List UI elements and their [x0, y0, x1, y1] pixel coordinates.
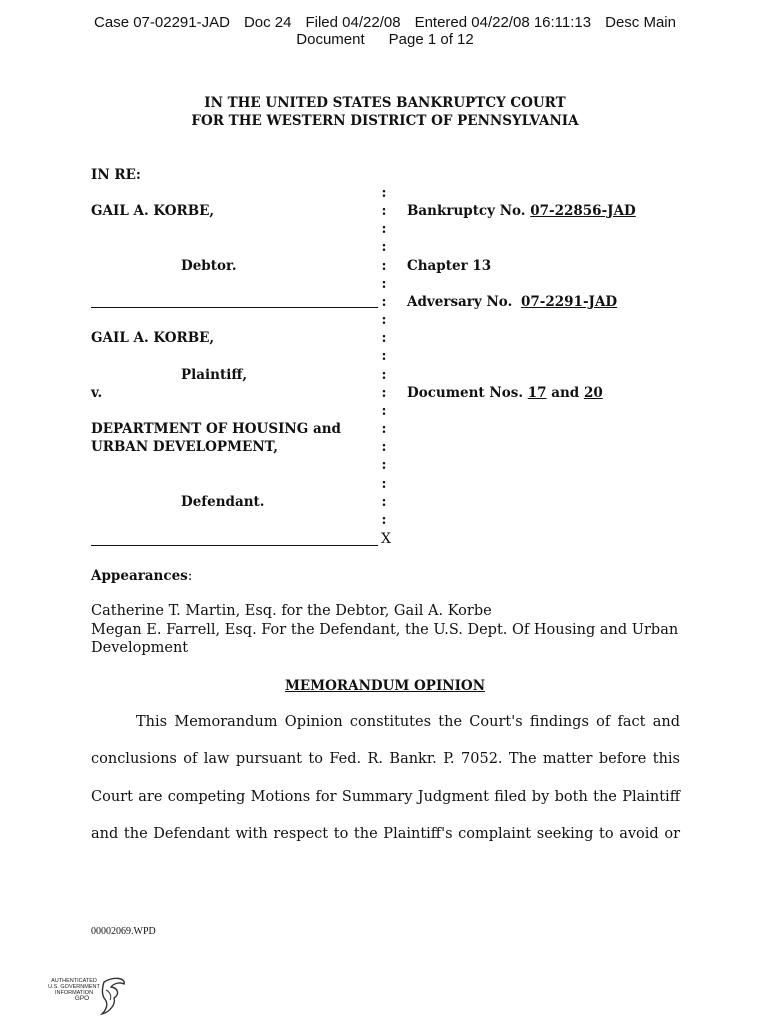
caption-colon: : [381, 258, 387, 274]
bankruptcy-number [407, 203, 636, 219]
doc-number: Doc 24 [243, 14, 292, 31]
caption-colon: : [381, 203, 387, 219]
bankruptcy-number-value: 07-22856-JAD [530, 203, 636, 219]
court-title-line1: IN THE UNITED STATES BANKRUPTCY COURT [204, 95, 566, 111]
gpo-logo-line: U.S. GOVERNMENT [48, 984, 100, 990]
gpo-logo-line: INFORMATION [54, 990, 94, 996]
debtor-label: Debtor. [181, 258, 237, 274]
file-reference: 00002069.WPD [91, 926, 156, 937]
caption-colon: : [381, 239, 387, 255]
filed-date: Filed 04/22/08 [305, 14, 401, 31]
chapter-label: Chapter 13 [407, 258, 492, 274]
caption-colon: : [381, 439, 387, 455]
appearance-defendant: Megan E. Farrell, Esq. For the Defendant, the U.S. Dept. Of Housing and Urban [91, 622, 679, 638]
caption-colon: : [381, 221, 387, 237]
document-number-b: 20 [583, 385, 603, 401]
adversary-number [407, 294, 617, 310]
caption-divider-2 [91, 545, 378, 546]
desc-main: Desc Main [605, 14, 676, 31]
court-title [0, 94, 770, 130]
appearances-heading [91, 568, 192, 584]
bankruptcy-label: Bankruptcy No. [407, 203, 526, 219]
gpo-logo-text [44, 978, 104, 1002]
document-and: and [551, 385, 580, 401]
defendant-label: Defendant. [181, 494, 265, 510]
opinion-line: conclusions of law pursuant to Fed. R. Bankr. P. 7052. The matter before this [91, 751, 680, 767]
case-number: Case 07-02291-JAD [94, 14, 230, 31]
caption-colon: : [381, 312, 387, 328]
opinion-line: Court are competing Motions for Summary Judgment filed by both the Plaintiff [91, 789, 680, 805]
caption-x-mark: X [381, 531, 391, 547]
in-re-label: IN RE: [91, 167, 141, 183]
caption-colon: : [381, 421, 387, 437]
defendant-name-line1: DEPARTMENT OF HOUSING and [91, 421, 341, 437]
document-number-a: 17 [527, 385, 547, 401]
court-title-line2: FOR THE WESTERN DISTRICT OF PENNSYLVANIA [191, 113, 579, 129]
adversary-label: Adversary No. [407, 294, 513, 310]
gpo-authentication-logo [44, 974, 130, 1018]
caption-colon: : [381, 330, 387, 346]
gpo-logo-line: AUTHENTICATED [51, 978, 97, 984]
docket-header-line2 [0, 31, 770, 48]
opinion-title-text: MEMORANDUM OPINION [284, 678, 486, 694]
plaintiff-label: Plaintiff, [181, 367, 248, 383]
appearance-debtor: Catherine T. Martin, Esq. for the Debtor, Gail A. Korbe [91, 603, 492, 619]
debtor-name: GAIL A. KORBE, [91, 203, 215, 219]
caption-colon: : [381, 294, 387, 310]
caption-colon: : [381, 494, 387, 510]
caption-colon: : [381, 403, 387, 419]
caption-colon: : [381, 476, 387, 492]
entered-date: Entered 04/22/08 16:11:13 [414, 14, 592, 31]
page-indicator: Page 1 of 12 [388, 31, 474, 48]
document-label: Document [296, 31, 365, 48]
opinion-line: This Memorandum Opinion constitutes the Court's findings of fact and [136, 714, 680, 730]
caption-colon: : [381, 457, 387, 473]
caption-colon: : [381, 185, 387, 201]
document-nos-label: Document Nos. [407, 385, 524, 401]
appearance-defendant-cont: Development [91, 640, 189, 656]
gpo-logo-mark: GPO [74, 995, 90, 1002]
caption-colon: : [381, 512, 387, 528]
caption-divider-1 [91, 307, 378, 308]
docket-header [0, 14, 770, 48]
opinion-line: and the Defendant with respect to the Plaintiff's complaint seeking to avoid or [91, 826, 680, 842]
appearances-label: Appearances [91, 568, 188, 584]
adversary-number-value: 07-2291-JAD [520, 294, 618, 310]
versus-label: v. [91, 385, 103, 401]
caption-colon: : [381, 348, 387, 364]
defendant-name-line2: URBAN DEVELOPMENT, [91, 439, 278, 455]
caption-colon: : [381, 367, 387, 383]
caption-colon: : [381, 276, 387, 292]
docket-header-line1 [0, 14, 770, 31]
appearances-colon: : [187, 568, 193, 584]
caption-colon: : [381, 385, 387, 401]
opinion-title [0, 678, 770, 694]
plaintiff-name: GAIL A. KORBE, [91, 330, 215, 346]
document-numbers [407, 385, 603, 401]
